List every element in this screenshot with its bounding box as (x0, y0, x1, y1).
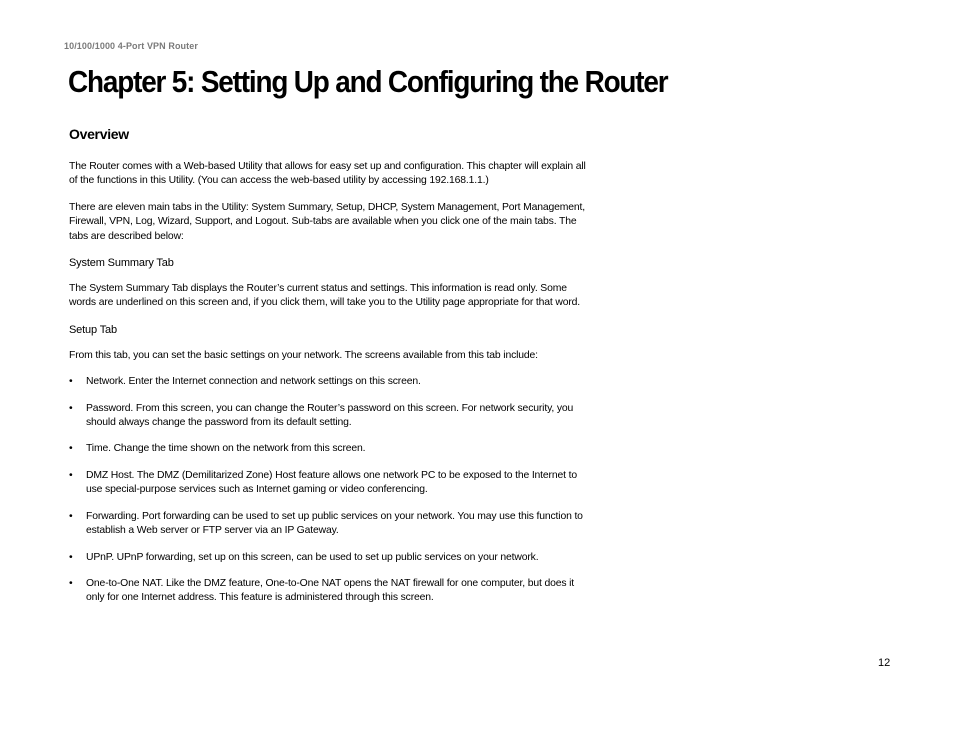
system-summary-paragraph: The System Summary Tab displays the Router’s current status and settings. This information is read only. Some words are underlined on this screen and, if you click them, will take you to the Utility page appropriate for that word. (69, 283, 581, 309)
list-item-text: DMZ Host. The DMZ (Demilitarized Zone) Host feature allows one network PC to be exposed to the Internet to use special-purpose services such as Internet gaming or video conferencing. (86, 469, 577, 496)
system-summary-tab-heading: System Summary Tab (69, 257, 174, 270)
list-item-text: Password. From this screen, you can change the Router’s password on this screen. For network security, you should always change the password from its default setting. (86, 402, 574, 429)
list-item-forwarding (69, 510, 593, 539)
bullet-icon: • (69, 577, 73, 589)
list-item-one-to-one-nat (69, 577, 593, 606)
list-item-text: Network. Enter the Internet connection and network settings on this screen. (86, 376, 421, 388)
list-item-password (69, 402, 593, 431)
bullet-icon: • (69, 510, 73, 522)
chapter-title: Chapter 5: Setting Up and Configuring the Router (68, 64, 668, 99)
list-item-upnp (69, 551, 593, 565)
list-item-time (69, 442, 593, 456)
list-item-text: Time. Change the time shown on the network from this screen. (86, 443, 366, 455)
list-item-network (69, 375, 593, 389)
running-header: 10/100/1000 4-Port VPN Router (64, 41, 198, 51)
setup-tab-heading: Setup Tab (69, 323, 117, 336)
bullet-icon: • (69, 376, 73, 388)
bullet-icon: • (69, 551, 73, 563)
overview-paragraph-1: The Router comes with a Web-based Utility that allows for easy set up and configuration. This chapter will explain all of the functions in this Utility. (You can access the web-based utility by accessing 192.168.1.1.) (69, 161, 586, 187)
list-item-text: One-to-One NAT. Like the DMZ feature, One-to-One NAT opens the NAT firewall for one computer, but does it only for one Internet address. This feature is administered through this screen. (86, 577, 575, 604)
bullet-icon: • (69, 469, 73, 481)
setup-screens-list (69, 375, 593, 605)
overview-paragraph-2: There are eleven main tabs in the Utility: System Summary, Setup, DHCP, System Management, Port Management, Firewall, VPN, Log, Wizard, Support, and Logout. Sub-tabs are available when you click one of the main tabs. The tabs are described below: (69, 201, 586, 242)
bullet-icon: • (69, 402, 73, 414)
overview-heading: Overview (69, 126, 129, 142)
setup-intro-paragraph: From this tab, you can set the basic settings on your network. The screens available from this tab include: (69, 349, 538, 361)
page-body (69, 124, 593, 618)
list-item-text: Forwarding. Port forwarding can be used to set up public services on your network. You may use this function to establish a Web server or FTP server via an IP Gateway. (86, 510, 583, 537)
page-number: 12 (878, 657, 891, 669)
bullet-icon: • (69, 443, 73, 455)
list-item-text: UPnP. UPnP forwarding, set up on this screen, can be used to set up public services on your network. (86, 551, 539, 563)
list-item-dmz-host (69, 469, 593, 498)
